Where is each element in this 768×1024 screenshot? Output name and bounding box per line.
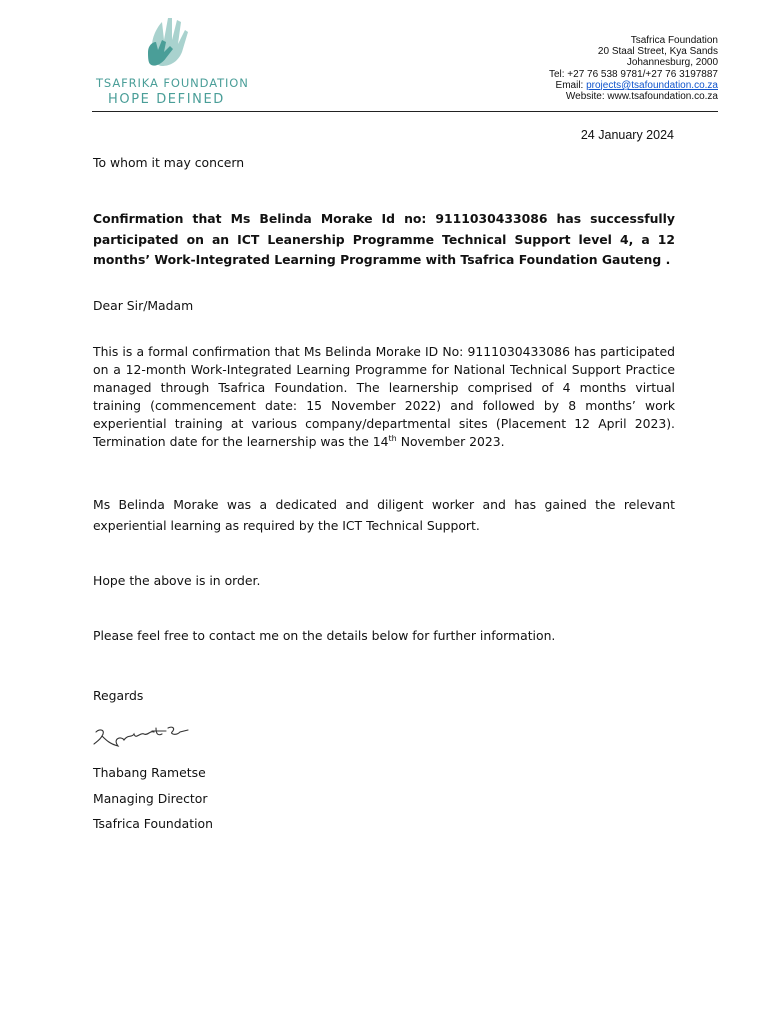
foundation-logo (92, 14, 262, 110)
org-name: Tsafrica Foundation (630, 35, 718, 46)
body-paragraph-2: Ms Belinda Morake was a dedicated and diligent worker and has gained the relevant experiential learning as required by the ICT Technical Support. (93, 497, 675, 533)
body-paragraph-4: Please feel free to contact me on the details below for further information. (93, 628, 556, 643)
letter-date: 24 January 2024 (580, 128, 674, 142)
ordinal-suffix: th (388, 433, 397, 443)
salutation-general: To whom it may concern (93, 155, 245, 170)
logo-name: TSAFRIKA FOUNDATION (96, 76, 249, 90)
body-paragraph-1-end: November 2023. (396, 434, 505, 449)
email-label: Email: (555, 79, 587, 91)
closing: Regards (93, 688, 144, 703)
signature (92, 722, 192, 755)
email-line (549, 80, 718, 91)
signatory-organisation: Tsafrica Foundation (93, 816, 213, 831)
street-address: 20 Staal Street, Kya Sands (597, 46, 718, 58)
logo-tagline: HOPE DEFINED (108, 92, 225, 107)
website: Website: www.tsafoundation.co.za (565, 91, 718, 103)
body-paragraph-1-text: This is a formal confirmation that Ms Belinda Morake ID No: 9111030433086 has participated on a 12-month Work-Integrated Learning Programme for National Technical Support Practice managed through Tsafrica Foundation. The learnership comprised of 4 months virtual training (commencement date: 15 November 2022) and followed by 8 months’ work experiential training at various company/departmental sites (Placement 12 April 2023). Termination date for the learnership was the 14 (93, 344, 675, 449)
handwritten-signature-icon (92, 722, 192, 750)
email-link[interactable]: projects@tsafoundation.co.za (586, 79, 718, 91)
hands-logo-icon (142, 16, 202, 74)
greeting: Dear Sir/Madam (93, 298, 194, 313)
contact-block (549, 35, 718, 102)
city-address: Johannesburg, 2000 (626, 57, 718, 69)
signatory-name: Thabang Rametse (93, 765, 206, 780)
body-paragraph-1 (93, 343, 675, 451)
telephone: Tel: +27 76 538 9781/+27 76 3197887 (548, 68, 718, 80)
header-divider (92, 111, 718, 112)
signatory-title: Managing Director (93, 791, 208, 806)
subject-line: Confirmation that Ms Belinda Morake Id no: 9111030433086 has successfully participated on an ICT Leanership Programme Technical Support level 4, a 12 months’ Work-Integrated Learning Programme with Tsafrica Foundation Gauteng . (93, 211, 675, 267)
body-paragraph-3: Hope the above is in order. (93, 573, 261, 588)
